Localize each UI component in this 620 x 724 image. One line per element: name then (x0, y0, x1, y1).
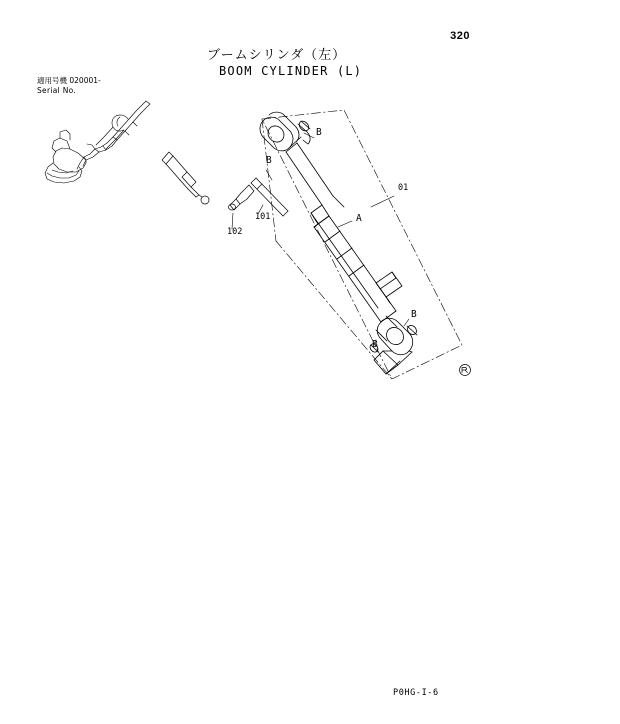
machine-outline-thumbnail (45, 101, 150, 183)
page-number: 320 (450, 30, 470, 42)
assembly-boundary (262, 110, 462, 379)
serial-value: 020001- (69, 76, 101, 85)
callout-b-right: B (411, 309, 417, 320)
callout-a: A (356, 213, 362, 224)
serial-label-jp: 適用号機 (37, 76, 67, 85)
footer-code: P0HG-I-6 (393, 688, 439, 698)
serial-label-en: Serial No. (37, 86, 77, 95)
title-english: BOOM CYLINDER (L) (219, 64, 363, 78)
callout-101: 101 (255, 212, 271, 222)
small-parts-group (229, 178, 289, 216)
callout-01: 01 (398, 183, 409, 193)
reference-mark (460, 365, 471, 376)
title-japanese: ブームシリンダ（左） (207, 48, 347, 63)
leader-lines (232, 133, 409, 344)
callout-b-bottom: B (372, 339, 378, 350)
boom-cylinder-assembly (260, 112, 418, 374)
callout-b-top: B (316, 127, 322, 138)
callout-b-upper-left: B (266, 155, 272, 166)
callout-102: 102 (227, 227, 243, 237)
thumbnail-cylinder-highlight (162, 152, 209, 204)
